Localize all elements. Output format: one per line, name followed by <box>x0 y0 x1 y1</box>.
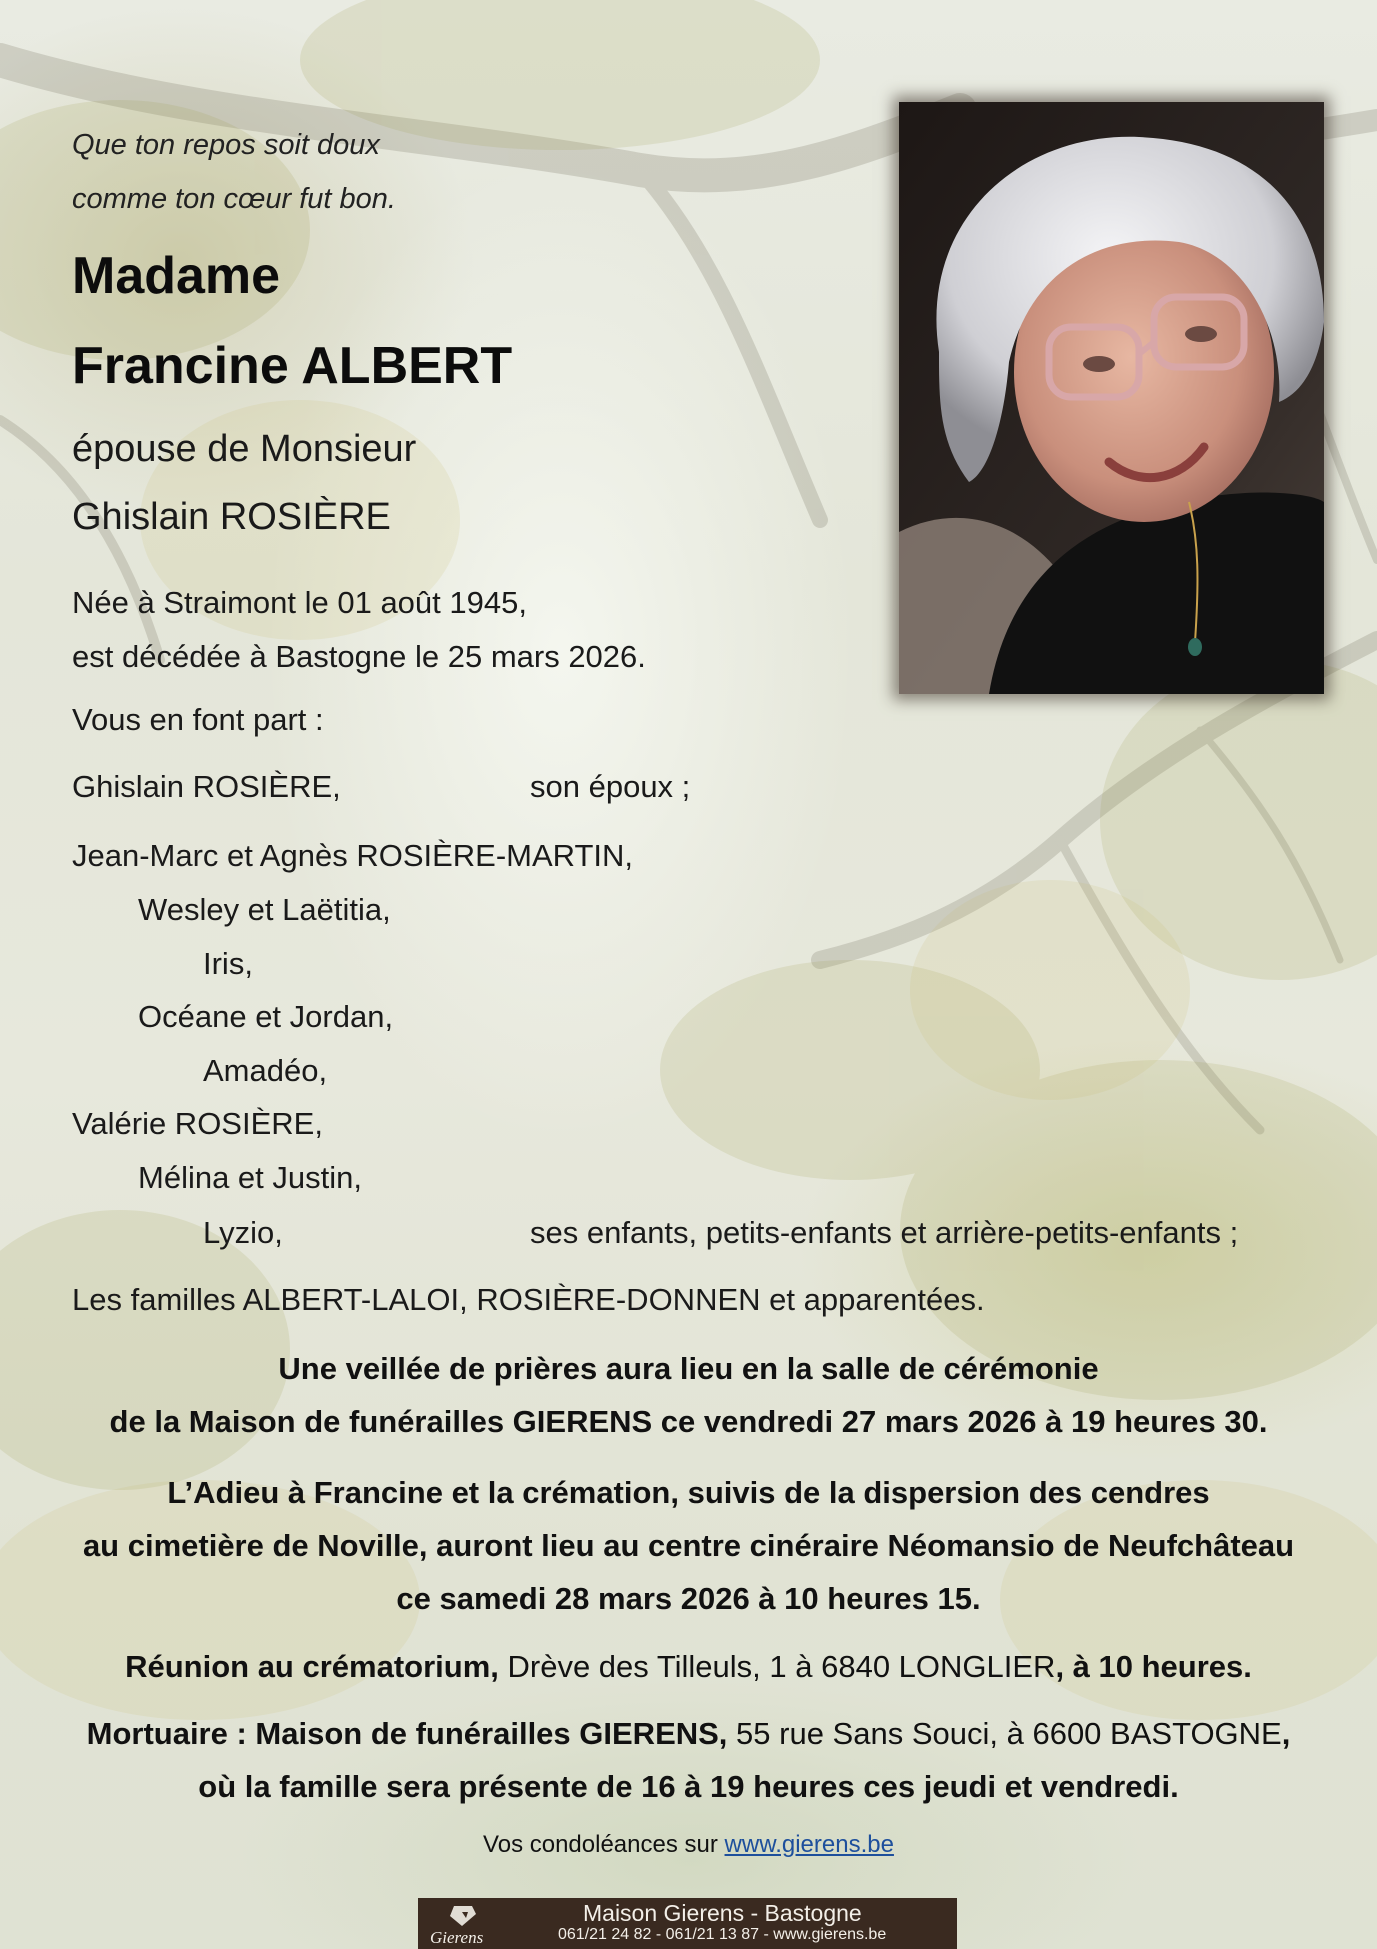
condolences-text: Vos condoléances sur <box>483 1831 725 1858</box>
condolences-line <box>0 1831 1377 1859</box>
family-member: Lyzio, <box>203 1215 283 1250</box>
farewell-line-1: L’Adieu à Francine et la crémation, suivis de la dispersion des cendres <box>167 1475 1210 1510</box>
deceased-name: Francine ALBERT <box>72 337 513 395</box>
announcement-intro: Vous en font part : <box>72 702 324 737</box>
portrait-photo <box>899 102 1324 694</box>
mortuary-comma: , <box>1281 1716 1291 1751</box>
spouse-mourner-relation: son époux ; <box>530 769 691 804</box>
death-line: est décédée à Bastogne le 25 mars 2026. <box>72 639 646 674</box>
mortuary-label: Mortuaire : Maison de funérailles GIERENS, <box>86 1716 728 1751</box>
farewell-announcement <box>0 1466 1377 1625</box>
mortuary-info <box>0 1707 1377 1813</box>
extended-families: Les familles ALBERT-LALOI, ROSIÈRE-DONNEN et apparentées. <box>72 1282 985 1317</box>
spouse-intro: épouse de Monsieur <box>72 428 417 470</box>
birth-line: Née à Straimont le 01 août 1945, <box>72 585 527 620</box>
family-member: Amadéo, <box>203 1053 328 1088</box>
mortuary-address: 55 rue Sans Souci, à 6600 BASTOGNE <box>727 1716 1282 1751</box>
family-member: Jean-Marc et Agnès ROSIÈRE-MARTIN, <box>72 838 634 873</box>
funeral-home-banner <box>418 1898 957 1949</box>
spouse-mourner-name: Ghislain ROSIÈRE, <box>72 769 341 804</box>
farewell-line-3: ce samedi 28 mars 2026 à 10 heures 15. <box>396 1581 981 1616</box>
meeting-label: Réunion au crématorium, <box>125 1649 499 1684</box>
banner-contact: 061/21 24 82 - 061/21 13 87 - www.gierens.be <box>558 1926 887 1943</box>
vigil-line-1: Une veillée de prières aura lieu en la salle de cérémonie <box>278 1351 1099 1386</box>
mortuary-hours: où la famille sera présente de 16 à 19 heures ces jeudi et vendredi. <box>198 1769 1179 1804</box>
family-member: Iris, <box>203 946 253 981</box>
vigil-announcement <box>0 1342 1377 1448</box>
family-member: Océane et Jordan, <box>138 999 394 1034</box>
family-member: Wesley et Laëtitia, <box>138 892 391 927</box>
banner-title: Maison Gierens - Bastogne <box>583 1900 862 1926</box>
farewell-line-2: au cimetière de Noville, auront lieu au centre cinéraire Néomansio de Neufchâteau <box>82 1528 1295 1563</box>
spouse-name: Ghislain ROSIÈRE <box>72 496 391 538</box>
epitaph-verse <box>72 118 396 226</box>
logo-wordmark: Gierens <box>430 1928 484 1947</box>
epitaph-line-2: comme ton cœur fut bon. <box>72 183 396 215</box>
family-member: Mélina et Justin, <box>138 1160 362 1195</box>
meeting-time: , à 10 heures. <box>1055 1649 1252 1684</box>
children-relation: ses enfants, petits-enfants et arrière-petits-enfants ; <box>530 1215 1239 1250</box>
vigil-line-2: de la Maison de funérailles GIERENS ce vendredi 27 mars 2026 à 19 heures 30. <box>109 1404 1268 1439</box>
epitaph-line-1: Que ton repos soit doux <box>72 129 380 161</box>
family-member: Valérie ROSIÈRE, <box>72 1106 323 1141</box>
honorific-title: Madame <box>72 247 281 305</box>
meeting-info <box>0 1640 1377 1693</box>
meeting-address: Drève des Tilleuls, 1 à 6840 LONGLIER <box>498 1649 1056 1684</box>
life-dates <box>72 576 646 684</box>
condolences-link[interactable]: www.gierens.be <box>724 1831 894 1858</box>
